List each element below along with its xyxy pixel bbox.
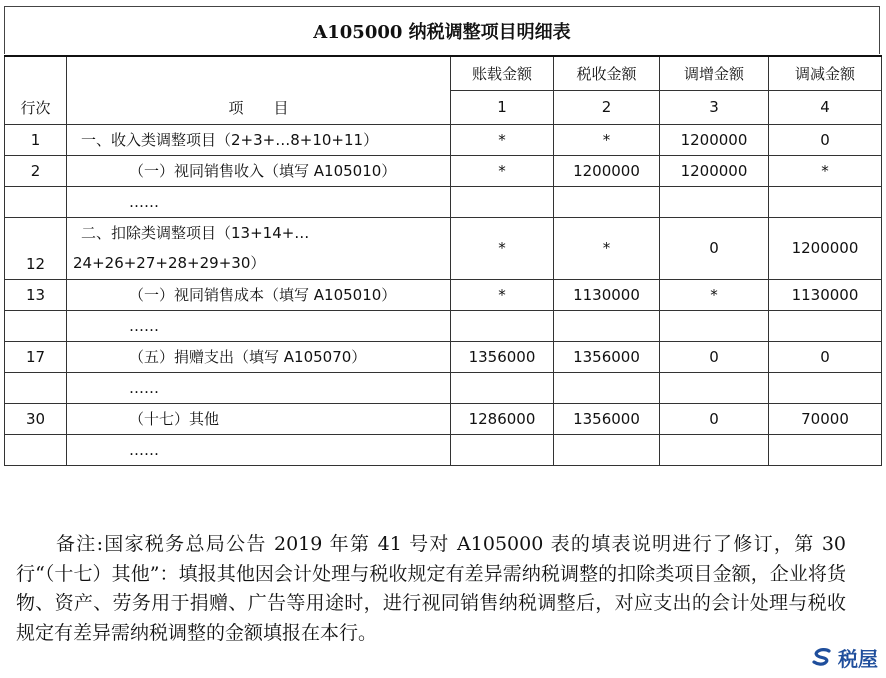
- row-tax: [554, 310, 660, 341]
- row-item: （一）视同销售成本（填写 A105010）: [67, 279, 451, 310]
- table-row: [5, 186, 882, 217]
- site-logo: [810, 643, 878, 672]
- row-tax: 1356000: [554, 403, 660, 434]
- row-tax: *: [554, 217, 660, 279]
- row-book: [451, 434, 554, 465]
- table-title: A105000 纳税调整项目明细表: [4, 6, 880, 54]
- header-row: [5, 56, 882, 90]
- row-increase: 1200000: [660, 155, 769, 186]
- logo-text: 税屋: [838, 647, 878, 671]
- row-item-ellipsis: ……: [67, 372, 451, 403]
- header-decrease-amount: 调减金额: [769, 56, 882, 90]
- row-number: 13: [5, 279, 67, 310]
- row-tax: 1356000: [554, 341, 660, 372]
- row-increase: 0: [660, 341, 769, 372]
- row-number: [5, 434, 67, 465]
- row-decrease: [769, 434, 882, 465]
- note-paragraph: 备注:国家税务总局公告 2019 年第 41 号对 A105000 表的填表说明进行了修订，第 30 行“（十七）其他”：填报其他因会计处理与税收规定有差异需纳税调整的扣除类项目金额，企业将货物、资产、劳务用于捐赠、广告等用途时，进行视同销售纳税调整后，对应支出的会计处理与税收规定有差异需纳税调整的金额填报在本行。: [16, 533, 846, 644]
- row-item: [67, 217, 451, 279]
- row-book: 1356000: [451, 341, 554, 372]
- row-number: 30: [5, 403, 67, 434]
- table-row: [5, 124, 882, 155]
- row-increase: [660, 372, 769, 403]
- row-decrease: [769, 372, 882, 403]
- row-decrease: 70000: [769, 403, 882, 434]
- row-number: 12: [5, 217, 67, 279]
- table-row: [5, 434, 882, 465]
- row-book: 1286000: [451, 403, 554, 434]
- table-row: [5, 155, 882, 186]
- header-row-no: 行次: [5, 56, 67, 124]
- row-number: [5, 186, 67, 217]
- row-item-ellipsis: ……: [67, 434, 451, 465]
- row-tax: 1200000: [554, 155, 660, 186]
- header-tax-amount: 税收金额: [554, 56, 660, 90]
- header-book-amount: 账载金额: [451, 56, 554, 90]
- header-col-number: 1: [451, 90, 554, 124]
- row-item-ellipsis: ……: [67, 310, 451, 341]
- row-tax: [554, 372, 660, 403]
- table-row: [5, 341, 882, 372]
- row-number: 17: [5, 341, 67, 372]
- tax-adjustment-table: [4, 55, 882, 466]
- row-item: （一）视同销售收入（填写 A105010）: [67, 155, 451, 186]
- table-row: [5, 403, 882, 434]
- row-increase: 0: [660, 217, 769, 279]
- row-number: [5, 310, 67, 341]
- row-decrease: [769, 310, 882, 341]
- table-row: [5, 310, 882, 341]
- row-increase: [660, 434, 769, 465]
- row-tax: 1130000: [554, 279, 660, 310]
- header-col-number: 3: [660, 90, 769, 124]
- row-item-line1: 二、扣除类调整项目（13+14+…: [81, 224, 310, 242]
- row-increase: *: [660, 279, 769, 310]
- row-book: [451, 372, 554, 403]
- header-col-number: 2: [554, 90, 660, 124]
- table-row: [5, 372, 882, 403]
- row-book: *: [451, 155, 554, 186]
- row-decrease: 0: [769, 124, 882, 155]
- row-book: *: [451, 124, 554, 155]
- row-item: 一、收入类调整项目（2+3+…8+10+11）: [67, 124, 451, 155]
- row-book: *: [451, 279, 554, 310]
- swoosh-s-logo-icon: [810, 646, 834, 670]
- row-item: （五）捐赠支出（填写 A105070）: [67, 341, 451, 372]
- row-decrease: 1200000: [769, 217, 882, 279]
- row-number: 2: [5, 155, 67, 186]
- row-tax: *: [554, 124, 660, 155]
- row-increase: 0: [660, 403, 769, 434]
- header-item: 项 目: [67, 56, 451, 124]
- row-item-ellipsis: ……: [67, 186, 451, 217]
- row-number: [5, 372, 67, 403]
- row-book: [451, 310, 554, 341]
- row-decrease: *: [769, 155, 882, 186]
- row-item-line2: 24+26+27+28+29+30）: [73, 254, 266, 272]
- row-tax: [554, 434, 660, 465]
- row-item: （十七）其他: [67, 403, 451, 434]
- table-row: [5, 217, 882, 279]
- header-increase-amount: 调增金额: [660, 56, 769, 90]
- row-increase: 1200000: [660, 124, 769, 155]
- row-decrease: 1130000: [769, 279, 882, 310]
- row-decrease: [769, 186, 882, 217]
- row-number: 1: [5, 124, 67, 155]
- row-increase: [660, 186, 769, 217]
- row-decrease: 0: [769, 341, 882, 372]
- row-tax: [554, 186, 660, 217]
- table-row: [5, 279, 882, 310]
- header-col-number: 4: [769, 90, 882, 124]
- row-increase: [660, 310, 769, 341]
- row-book: *: [451, 217, 554, 279]
- row-book: [451, 186, 554, 217]
